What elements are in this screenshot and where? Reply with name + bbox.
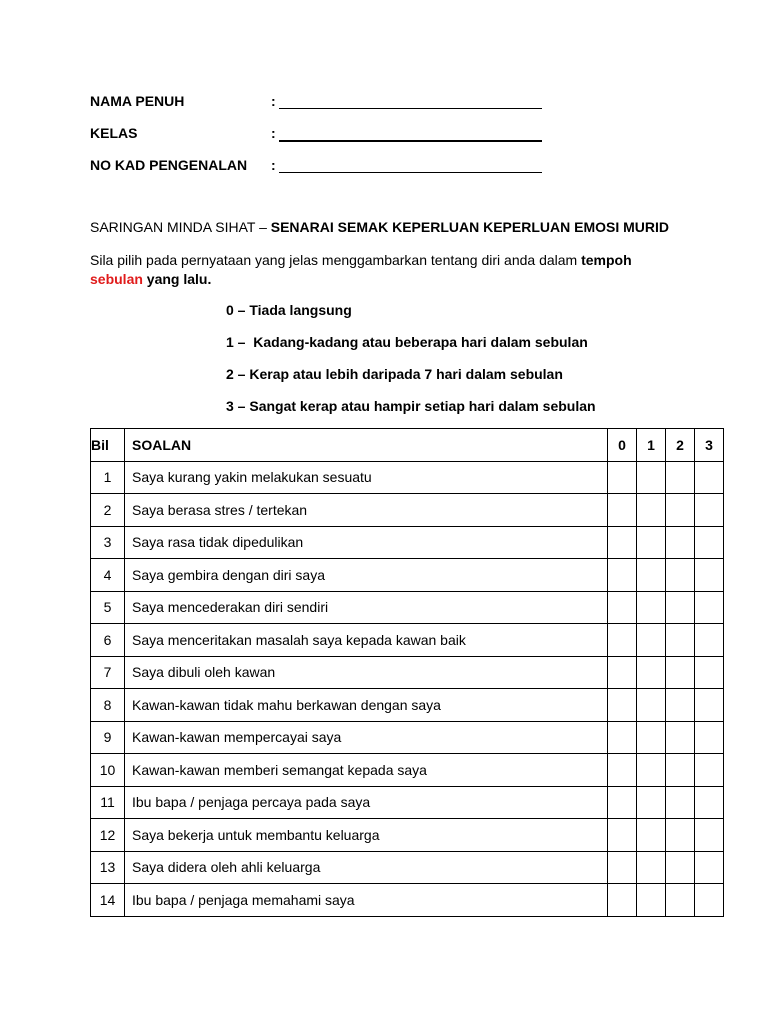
row-bil: 4 xyxy=(91,559,125,592)
score-cell-2[interactable] xyxy=(666,721,695,754)
score-cell-1[interactable] xyxy=(637,494,666,527)
scale-item-2: 2 – Kerap atau lebih daripada 7 hari dalam sebulan xyxy=(226,366,563,382)
field-colon: : xyxy=(271,157,276,173)
table-row xyxy=(91,559,724,592)
scale-item-0: 0 – Tiada langsung xyxy=(226,302,352,318)
score-cell-3[interactable] xyxy=(695,656,724,689)
score-cell-3[interactable] xyxy=(695,461,724,494)
table-row xyxy=(91,624,724,657)
score-cell-1[interactable] xyxy=(637,754,666,787)
score-cell-1[interactable] xyxy=(637,591,666,624)
table-row xyxy=(91,754,724,787)
header-score-3: 3 xyxy=(695,429,724,462)
score-cell-0[interactable] xyxy=(608,851,637,884)
score-cell-0[interactable] xyxy=(608,559,637,592)
document-title xyxy=(90,219,669,235)
score-cell-1[interactable] xyxy=(637,786,666,819)
table-row xyxy=(91,494,724,527)
table-row xyxy=(91,851,724,884)
row-soalan: Saya rasa tidak dipedulikan xyxy=(125,526,608,559)
row-bil: 14 xyxy=(91,884,125,917)
instruction-bold-tempoh: tempoh xyxy=(581,252,632,268)
header-score-2: 2 xyxy=(666,429,695,462)
row-bil: 11 xyxy=(91,786,125,819)
instruction-bold-yang-lalu: yang lalu. xyxy=(142,271,212,287)
table-row xyxy=(91,526,724,559)
score-cell-1[interactable] xyxy=(637,689,666,722)
row-soalan: Saya berasa stres / tertekan xyxy=(125,494,608,527)
score-cell-3[interactable] xyxy=(695,786,724,819)
table-row xyxy=(91,591,724,624)
scale-item-3: 3 – Sangat kerap atau hampir setiap hari dalam sebulan xyxy=(226,398,596,414)
field-colon: : xyxy=(271,125,276,141)
row-soalan: Ibu bapa / penjaga percaya pada saya xyxy=(125,786,608,819)
row-soalan: Saya bekerja untuk membantu keluarga xyxy=(125,819,608,852)
row-soalan: Saya kurang yakin melakukan sesuatu xyxy=(125,461,608,494)
row-bil: 2 xyxy=(91,494,125,527)
score-cell-0[interactable] xyxy=(608,721,637,754)
row-soalan: Kawan-kawan memberi semangat kepada saya xyxy=(125,754,608,787)
score-cell-3[interactable] xyxy=(695,526,724,559)
score-cell-2[interactable] xyxy=(666,559,695,592)
score-cell-2[interactable] xyxy=(666,656,695,689)
score-cell-0[interactable] xyxy=(608,689,637,722)
row-bil: 5 xyxy=(91,591,125,624)
row-soalan: Saya didera oleh ahli keluarga xyxy=(125,851,608,884)
score-cell-2[interactable] xyxy=(666,851,695,884)
table-header-row xyxy=(91,429,724,462)
score-cell-1[interactable] xyxy=(637,526,666,559)
score-cell-1[interactable] xyxy=(637,624,666,657)
score-cell-2[interactable] xyxy=(666,624,695,657)
score-cell-0[interactable] xyxy=(608,786,637,819)
score-cell-3[interactable] xyxy=(695,689,724,722)
row-bil: 12 xyxy=(91,819,125,852)
score-cell-2[interactable] xyxy=(666,526,695,559)
header-score-1: 1 xyxy=(637,429,666,462)
title-prefix: SARINGAN MINDA SIHAT – xyxy=(90,219,271,235)
row-soalan: Saya mencederakan diri sendiri xyxy=(125,591,608,624)
title-bold: SENARAI SEMAK KEPERLUAN KEPERLUAN EMOSI MURID xyxy=(270,219,669,235)
kelas-blank[interactable] xyxy=(279,140,542,142)
row-bil: 13 xyxy=(91,851,125,884)
score-cell-3[interactable] xyxy=(695,851,724,884)
score-cell-0[interactable] xyxy=(608,461,637,494)
score-cell-2[interactable] xyxy=(666,786,695,819)
table-row xyxy=(91,721,724,754)
table-row xyxy=(91,689,724,722)
score-cell-1[interactable] xyxy=(637,559,666,592)
row-soalan: Saya menceritakan masalah saya kepada kawan baik xyxy=(125,624,608,657)
instruction-main: Sila pilih pada pernyataan yang jelas menggambarkan tentang diri anda dalam xyxy=(90,252,582,268)
score-cell-2[interactable] xyxy=(666,494,695,527)
row-soalan: Kawan-kawan mempercayai saya xyxy=(125,721,608,754)
row-bil: 9 xyxy=(91,721,125,754)
score-cell-2[interactable] xyxy=(666,819,695,852)
score-cell-3[interactable] xyxy=(695,591,724,624)
row-bil: 1 xyxy=(91,461,125,494)
score-cell-2[interactable] xyxy=(666,591,695,624)
row-soalan: Saya gembira dengan diri saya xyxy=(125,559,608,592)
header-soalan: SOALAN xyxy=(125,429,608,462)
score-cell-3[interactable] xyxy=(695,754,724,787)
nama-penuh-blank[interactable] xyxy=(279,108,542,109)
table-row xyxy=(91,656,724,689)
score-cell-2[interactable] xyxy=(666,754,695,787)
score-cell-1[interactable] xyxy=(637,656,666,689)
row-soalan: Ibu bapa / penjaga memahami saya xyxy=(125,884,608,917)
score-cell-0[interactable] xyxy=(608,494,637,527)
field-label: NO KAD PENGENALAN xyxy=(90,157,248,173)
score-cell-0[interactable] xyxy=(608,884,637,917)
score-cell-0[interactable] xyxy=(608,591,637,624)
score-cell-1[interactable] xyxy=(637,461,666,494)
score-cell-0[interactable] xyxy=(608,754,637,787)
score-cell-3[interactable] xyxy=(695,624,724,657)
score-cell-2[interactable] xyxy=(666,461,695,494)
table-row xyxy=(91,884,724,917)
row-bil: 3 xyxy=(91,526,125,559)
instruction-text xyxy=(90,251,650,289)
row-soalan: Saya dibuli oleh kawan xyxy=(125,656,608,689)
field-label: NAMA PENUH xyxy=(90,93,185,109)
score-cell-1[interactable] xyxy=(637,819,666,852)
no-kad-pengenalan-blank[interactable] xyxy=(279,172,542,173)
header-bil: Bil xyxy=(91,429,125,462)
score-cell-1[interactable] xyxy=(637,721,666,754)
field-label: KELAS xyxy=(90,125,138,141)
score-cell-1[interactable] xyxy=(637,884,666,917)
header-score-0: 0 xyxy=(608,429,637,462)
score-cell-2[interactable] xyxy=(666,884,695,917)
score-cell-0[interactable] xyxy=(608,819,637,852)
score-cell-1[interactable] xyxy=(637,851,666,884)
row-soalan: Kawan-kawan tidak mahu berkawan dengan saya xyxy=(125,689,608,722)
score-cell-3[interactable] xyxy=(695,494,724,527)
score-cell-3[interactable] xyxy=(695,559,724,592)
table-row xyxy=(91,786,724,819)
score-cell-0[interactable] xyxy=(608,624,637,657)
score-cell-3[interactable] xyxy=(695,884,724,917)
row-bil: 8 xyxy=(91,689,125,722)
score-cell-0[interactable] xyxy=(608,656,637,689)
score-cell-3[interactable] xyxy=(695,819,724,852)
scale-item-1: 1 – Kadang-kadang atau beberapa hari dalam sebulan xyxy=(226,334,588,350)
score-cell-0[interactable] xyxy=(608,526,637,559)
row-bil: 10 xyxy=(91,754,125,787)
field-colon: : xyxy=(271,93,276,109)
instruction-red-sebulan: sebulan xyxy=(90,271,143,287)
row-bil: 6 xyxy=(91,624,125,657)
score-cell-3[interactable] xyxy=(695,721,724,754)
score-cell-2[interactable] xyxy=(666,689,695,722)
table-row xyxy=(91,461,724,494)
row-bil: 7 xyxy=(91,656,125,689)
checklist-table xyxy=(90,428,724,917)
table-row xyxy=(91,819,724,852)
